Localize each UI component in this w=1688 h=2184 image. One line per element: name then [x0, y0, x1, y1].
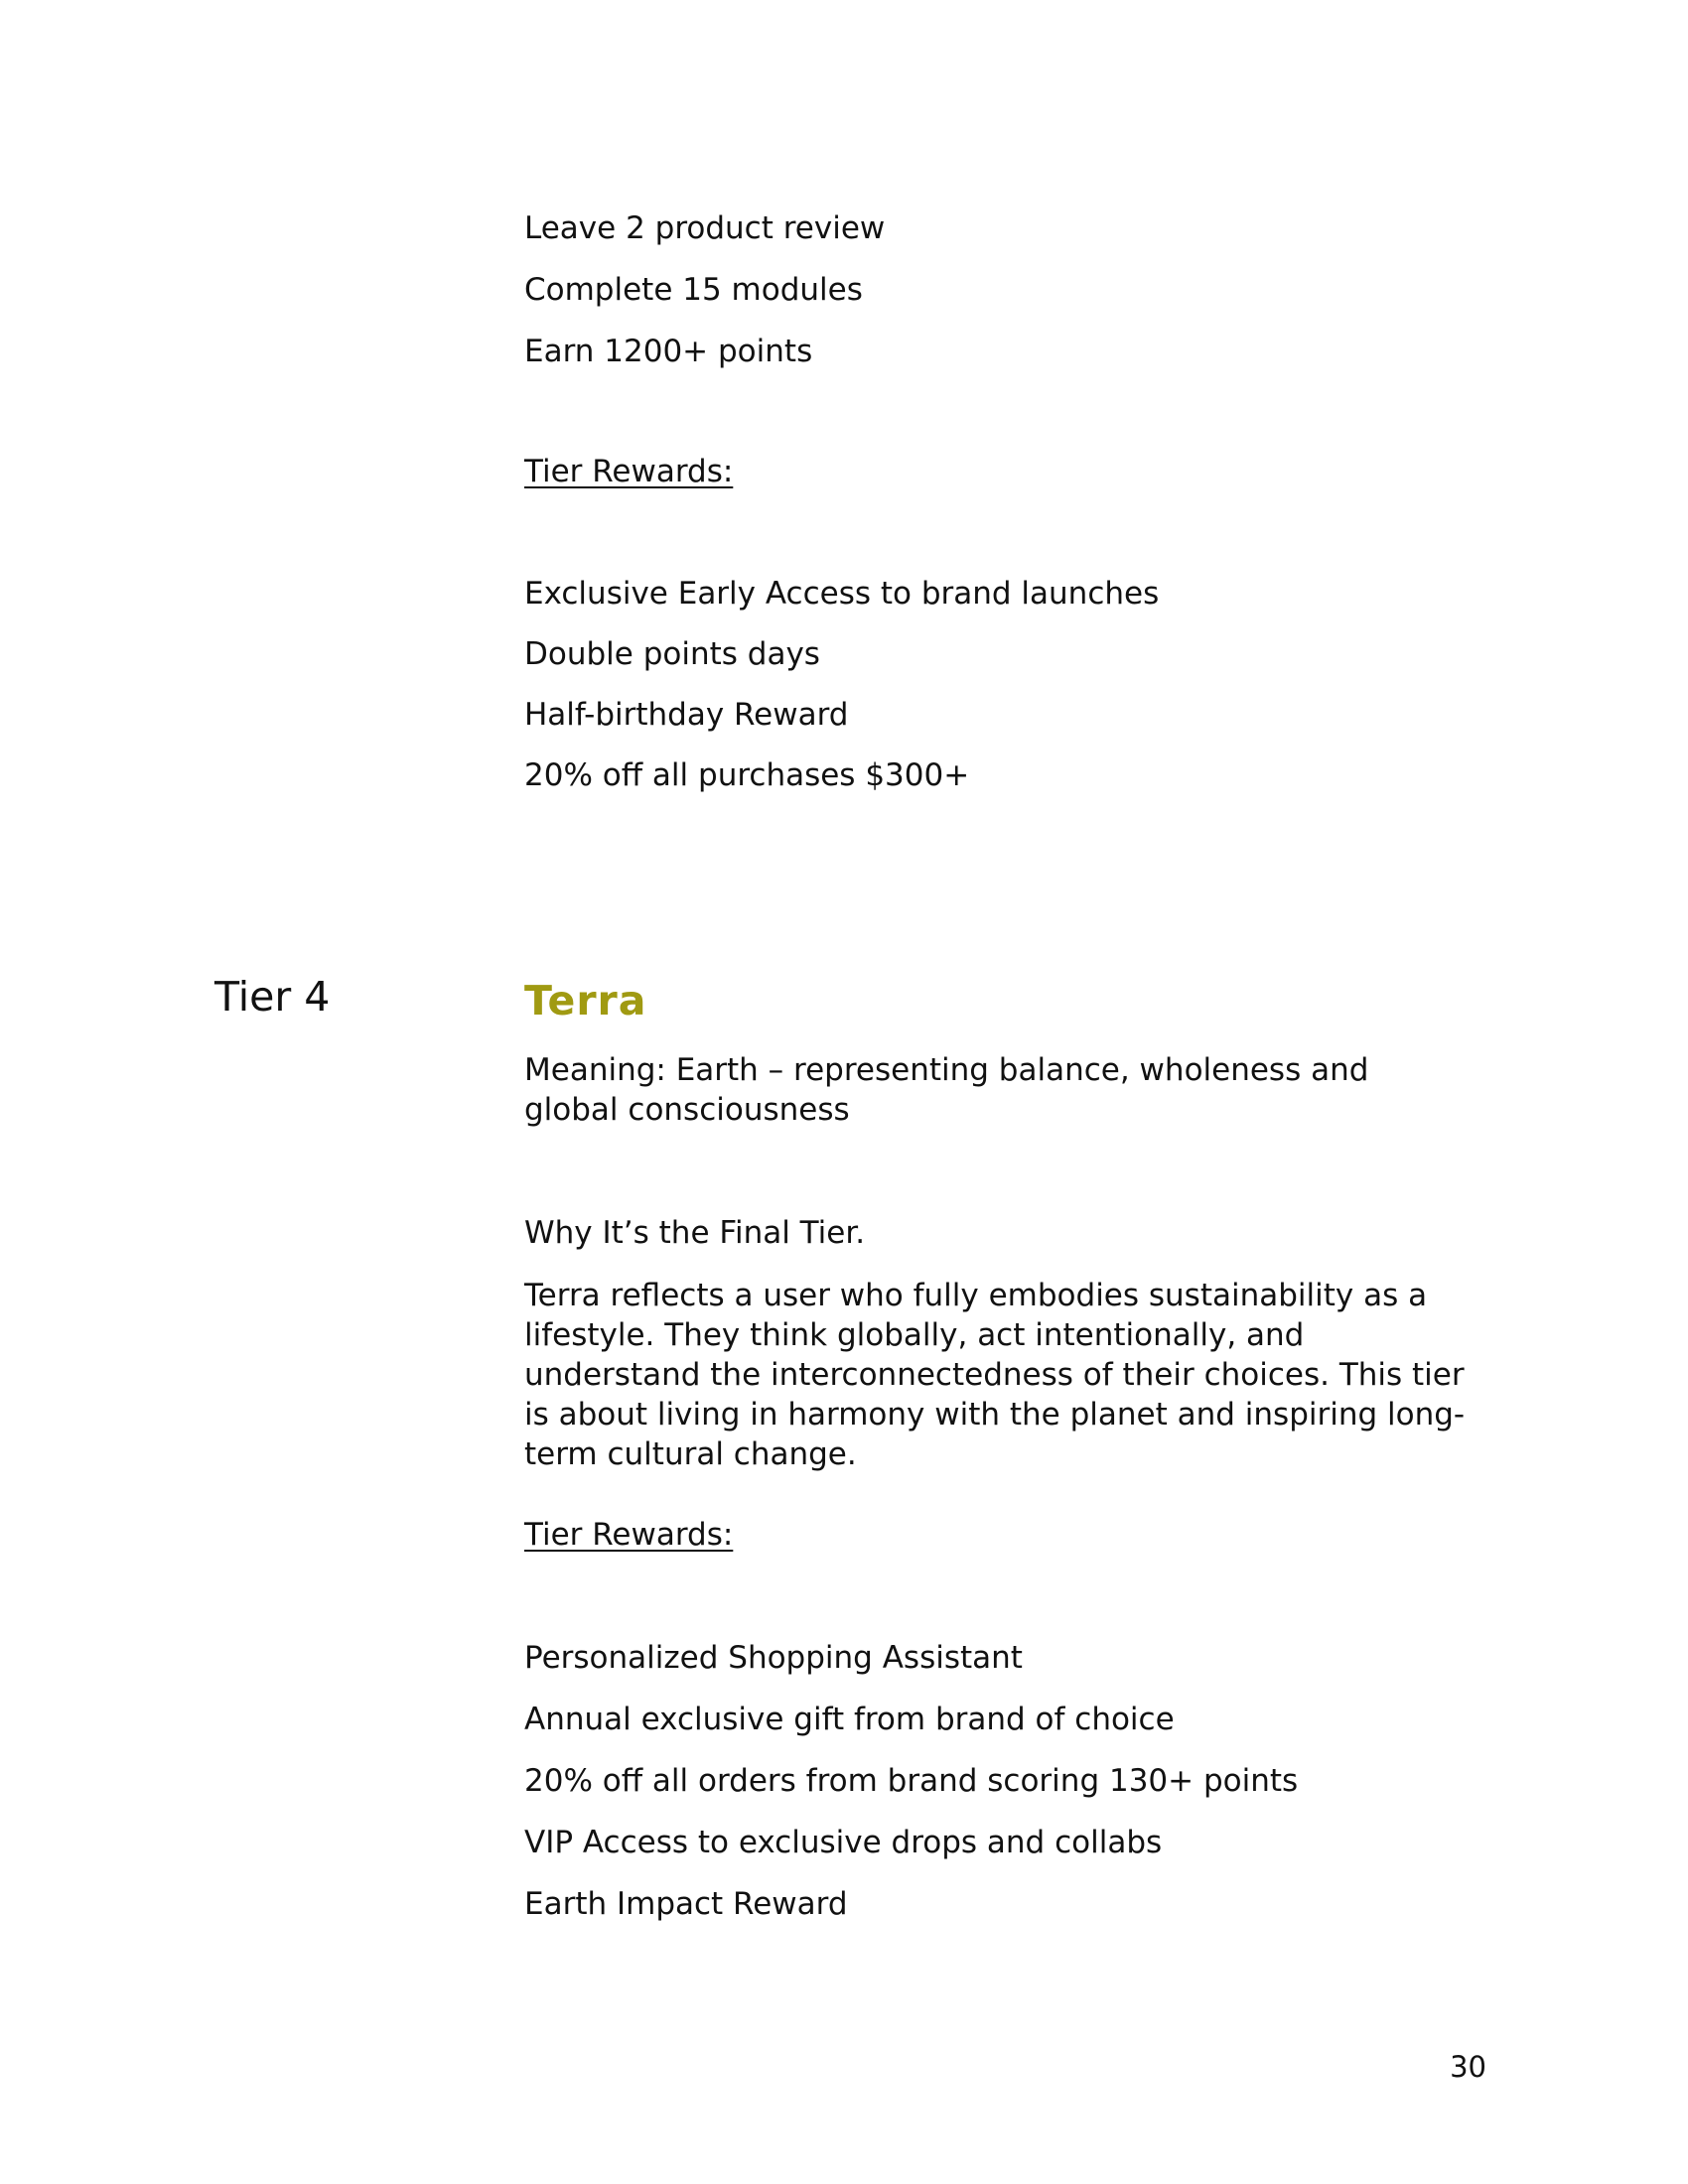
list-item: Personalized Shopping Assistant — [524, 1640, 1023, 1676]
list-item: Earn 1200+ points — [524, 334, 813, 369]
list-item: Earth Impact Reward — [524, 1886, 848, 1922]
tier-rewards-heading: Tier Rewards: — [524, 1517, 734, 1553]
list-item: 20% off all orders from brand scoring 130+ points — [524, 1763, 1299, 1799]
tier-label: Tier 4 — [214, 973, 331, 1021]
tier-name: Terra — [524, 977, 647, 1024]
list-item: 20% off all purchases $300+ — [524, 757, 970, 793]
list-item: Leave 2 product review — [524, 210, 886, 246]
why-paragraph: Terra reflects a user who fully embodies sustainability as a lifestyle. They think globally, act intentionally, and understand the interconnectedness of their choices. This tier is about living in harmony with the planet and inspiring long-term cultural change. — [524, 1278, 1466, 1472]
list-item: Complete 15 modules — [524, 272, 863, 308]
list-item: Exclusive Early Access to brand launches — [524, 576, 1160, 612]
list-item: Double points days — [524, 636, 820, 672]
tier3-rewards-list — [524, 574, 1497, 795]
list-item: VIP Access to exclusive drops and collabs — [524, 1825, 1163, 1860]
tier-rewards-heading: Tier Rewards: — [524, 454, 734, 489]
why-heading: Why It’s the Final Tier. — [524, 1215, 866, 1251]
requirements-list — [524, 208, 1497, 371]
list-item: Half-birthday Reward — [524, 697, 849, 733]
page-number: 30 — [1450, 2050, 1486, 2084]
tier-meaning: Meaning: Earth – representing balance, wholeness and global consciousness — [524, 1052, 1369, 1128]
tier4-rewards-list — [524, 1638, 1497, 1924]
list-item: Annual exclusive gift from brand of choice — [524, 1702, 1175, 1737]
